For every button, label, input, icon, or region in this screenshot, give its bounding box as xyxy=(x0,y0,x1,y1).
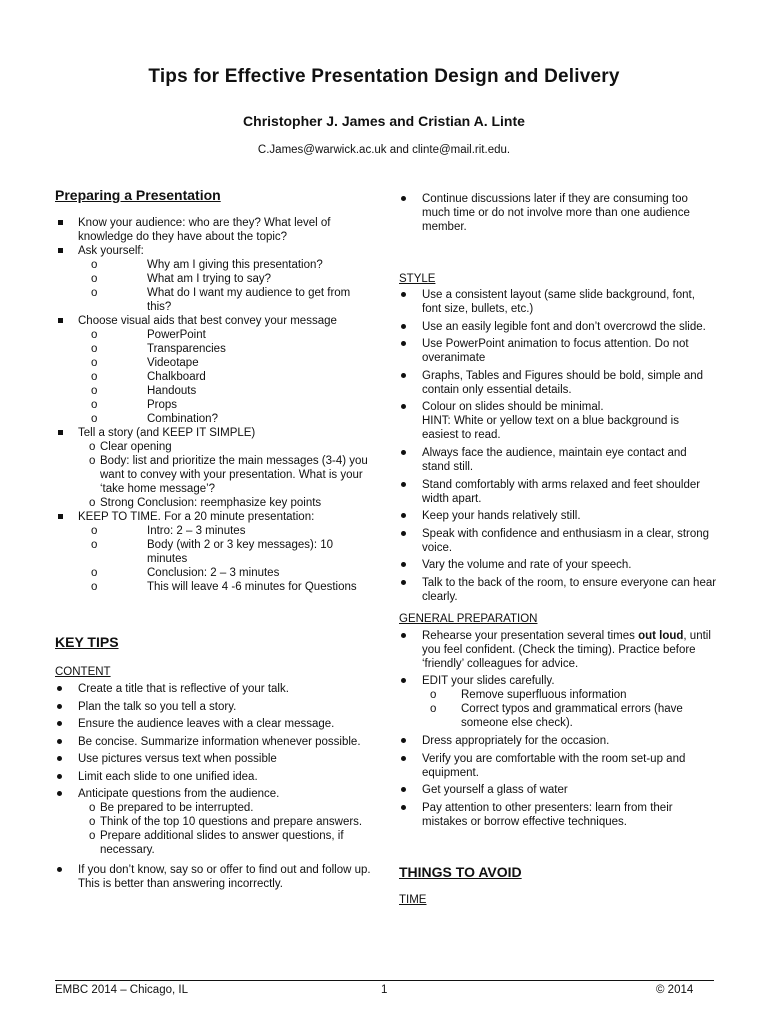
list-item: Get yourself a glass of water xyxy=(399,783,717,797)
list-item: Know your audience: who are they? What level of knowledge do they have about the topic? xyxy=(55,216,375,244)
list-item: Limit each slide to one unified idea. xyxy=(55,770,375,784)
circle-bullet-icon: o xyxy=(430,703,437,715)
circle-bullet-icon: o xyxy=(89,441,96,453)
sub-list-item: o This will leave 4 -6 minutes for Questions xyxy=(91,581,357,593)
circle-bullet-icon: o xyxy=(91,343,98,355)
list-item: Graphs, Tables and Figures should be bold, simple and contain only essential details. xyxy=(399,369,717,397)
page-number: 1 xyxy=(381,984,388,996)
list-item: Be concise. Summarize information whenever possible. xyxy=(55,735,375,749)
list-item: Anticipate questions from the audience. xyxy=(55,787,375,801)
general-list xyxy=(399,629,717,829)
circle-bullet-icon: o xyxy=(91,581,98,593)
content-heading: CONTENT xyxy=(55,666,111,678)
circle-bullet-icon: o xyxy=(91,399,98,411)
footer-left: EMBC 2014 – Chicago, IL xyxy=(55,984,188,996)
circle-bullet-icon: o xyxy=(89,802,96,814)
circle-bullet-icon: o xyxy=(91,525,98,537)
list-item: EDIT your slides carefully. xyxy=(399,674,717,688)
sub-list-item: o What am I trying to say? xyxy=(91,273,271,285)
circle-bullet-icon: o xyxy=(89,816,96,828)
sub-list-item: o Conclusion: 2 – 3 minutes xyxy=(91,567,280,579)
list-item: Colour on slides should be minimal. xyxy=(399,400,717,414)
list-item: Speak with confidence and enthusiasm in a clear, strong voice. xyxy=(399,527,717,555)
circle-bullet-icon: o xyxy=(91,539,98,551)
style-list xyxy=(399,288,717,414)
circle-bullet-icon: o xyxy=(91,329,98,341)
time-heading: TIME xyxy=(399,893,427,906)
sub-list-item: o Body: list and prioritize the main messages (3-4) you want to convey with your presentation. What is your ‘take home message’? xyxy=(89,455,368,495)
list-item: Choose visual aids that best convey your message xyxy=(55,314,375,328)
author-emails: C.James@warwick.ac.uk and clinte@mail.rit.edu. xyxy=(257,144,511,156)
sub-list-item: o Videotape xyxy=(91,357,199,369)
sub-list-item: o Handouts xyxy=(91,385,197,397)
document-title: Tips for Effective Presentation Design and Delivery xyxy=(148,66,620,87)
delivery-list xyxy=(399,446,717,604)
sub-list-item: o Clear opening xyxy=(89,441,172,453)
list-item: Use an easily legible font and don’t overcrowd the slide. xyxy=(399,320,717,334)
sub-list-item: o Chalkboard xyxy=(91,371,206,383)
circle-bullet-icon: o xyxy=(89,497,96,509)
circle-bullet-icon: o xyxy=(89,830,96,842)
sub-list-item: o Prepare additional slides to answer questions, if necessary. xyxy=(89,830,344,856)
bold-text: out loud xyxy=(638,629,684,642)
list-item: KEEP TO TIME. For a 20 minute presentation: xyxy=(55,510,375,524)
list-item: Keep your hands relatively still. xyxy=(399,509,717,523)
circle-bullet-icon: o xyxy=(89,455,96,467)
sub-list-item: o Why am I giving this presentation? xyxy=(91,259,323,271)
circle-bullet-icon: o xyxy=(91,273,98,285)
sub-list-item: o Transparencies xyxy=(91,343,226,355)
circle-bullet-icon: o xyxy=(91,385,98,397)
list-item: If you don’t know, say so or offer to find out and follow up. This is better than answering incorrectly. xyxy=(55,863,375,891)
sub-list-item: o PowerPoint xyxy=(91,329,206,341)
list-item: Stand comfortably with arms relaxed and feet shoulder width apart. xyxy=(399,478,717,506)
general-preparation-heading: GENERAL PREPARATION xyxy=(399,612,538,625)
list-item: Pay attention to other presenters: learn from their mistakes or borrow effective techniques. xyxy=(399,801,717,829)
list-item: Tell a story (and KEEP IT SIMPLE) xyxy=(55,426,375,440)
sub-list-item: o Correct typos and grammatical errors (have someone else check). xyxy=(430,703,683,729)
circle-bullet-icon: o xyxy=(91,259,98,271)
sub-list-item: o What do I want my audience to get from this? xyxy=(91,287,351,313)
preparing-heading: Preparing a Presentation xyxy=(55,187,221,203)
sub-list-item: o Combination? xyxy=(91,413,218,425)
sub-list-item: o Remove superfluous information xyxy=(430,689,627,701)
list-item: Ask yourself: xyxy=(55,244,375,258)
left-column xyxy=(55,188,375,895)
footer-right: © 2014 xyxy=(656,984,694,996)
list-item: Continue discussions later if they are consuming too much time or do not involve more than one audience member. xyxy=(399,192,717,234)
list-item: Dress appropriately for the occasion. xyxy=(399,734,717,748)
authors: Christopher J. James and Cristian A. Linte xyxy=(243,113,525,129)
list-item: Talk to the back of the room, to ensure everyone can hear clearly. xyxy=(399,576,717,604)
sub-list-item: o Body (with 2 or 3 key messages): 10 minutes xyxy=(91,539,333,565)
list-item: Use pictures versus text when possible xyxy=(55,752,375,766)
content-list xyxy=(55,682,375,891)
circle-bullet-icon: o xyxy=(91,287,98,299)
list-item: Verify you are comfortable with the room set-up and equipment. xyxy=(399,752,717,780)
list-item: Vary the volume and rate of your speech. xyxy=(399,558,717,572)
circle-bullet-icon: o xyxy=(430,689,437,701)
circle-bullet-icon: o xyxy=(91,357,98,369)
right-column xyxy=(399,192,717,907)
list-item: Create a title that is reflective of your talk. xyxy=(55,682,375,696)
sub-list-item: o Think of the top 10 questions and prepare answers. xyxy=(89,816,363,828)
key-tips-heading: KEY TIPS xyxy=(55,634,119,650)
circle-bullet-icon: o xyxy=(91,371,98,383)
list-item: Always face the audience, maintain eye contact and stand still. xyxy=(399,446,717,474)
sub-list-item: o Intro: 2 – 3 minutes xyxy=(91,525,246,537)
sub-list-item: o Strong Conclusion: reemphasize key points xyxy=(89,497,322,509)
list-item: Ensure the audience leaves with a clear message. xyxy=(55,717,375,731)
preparing-list xyxy=(55,216,375,594)
sub-list-item: o Be prepared to be interrupted. xyxy=(89,802,254,814)
list-item: Plan the talk so you tell a story. xyxy=(55,700,375,714)
style-heading: STYLE xyxy=(399,273,436,285)
things-to-avoid-heading: THINGS TO AVOID xyxy=(399,863,522,880)
list-item: Use PowerPoint animation to focus attention. Do not overanimate xyxy=(399,337,717,365)
hint-text: HINT: White or yellow text on a blue background is easiest to read. xyxy=(422,415,679,441)
circle-bullet-icon: o xyxy=(91,413,98,425)
list-item: Use a consistent layout (same slide background, font, font size, bullets, etc.) xyxy=(399,288,717,316)
circle-bullet-icon: o xyxy=(91,567,98,579)
continue-list xyxy=(399,192,717,234)
footer-divider xyxy=(55,980,714,981)
sub-list-item: o Props xyxy=(91,399,178,411)
list-item: Rehearse your presentation several times out loud, until you feel confident. (Check the timing). Practice before ‘friendly’ colleagues for advice. xyxy=(399,629,717,671)
